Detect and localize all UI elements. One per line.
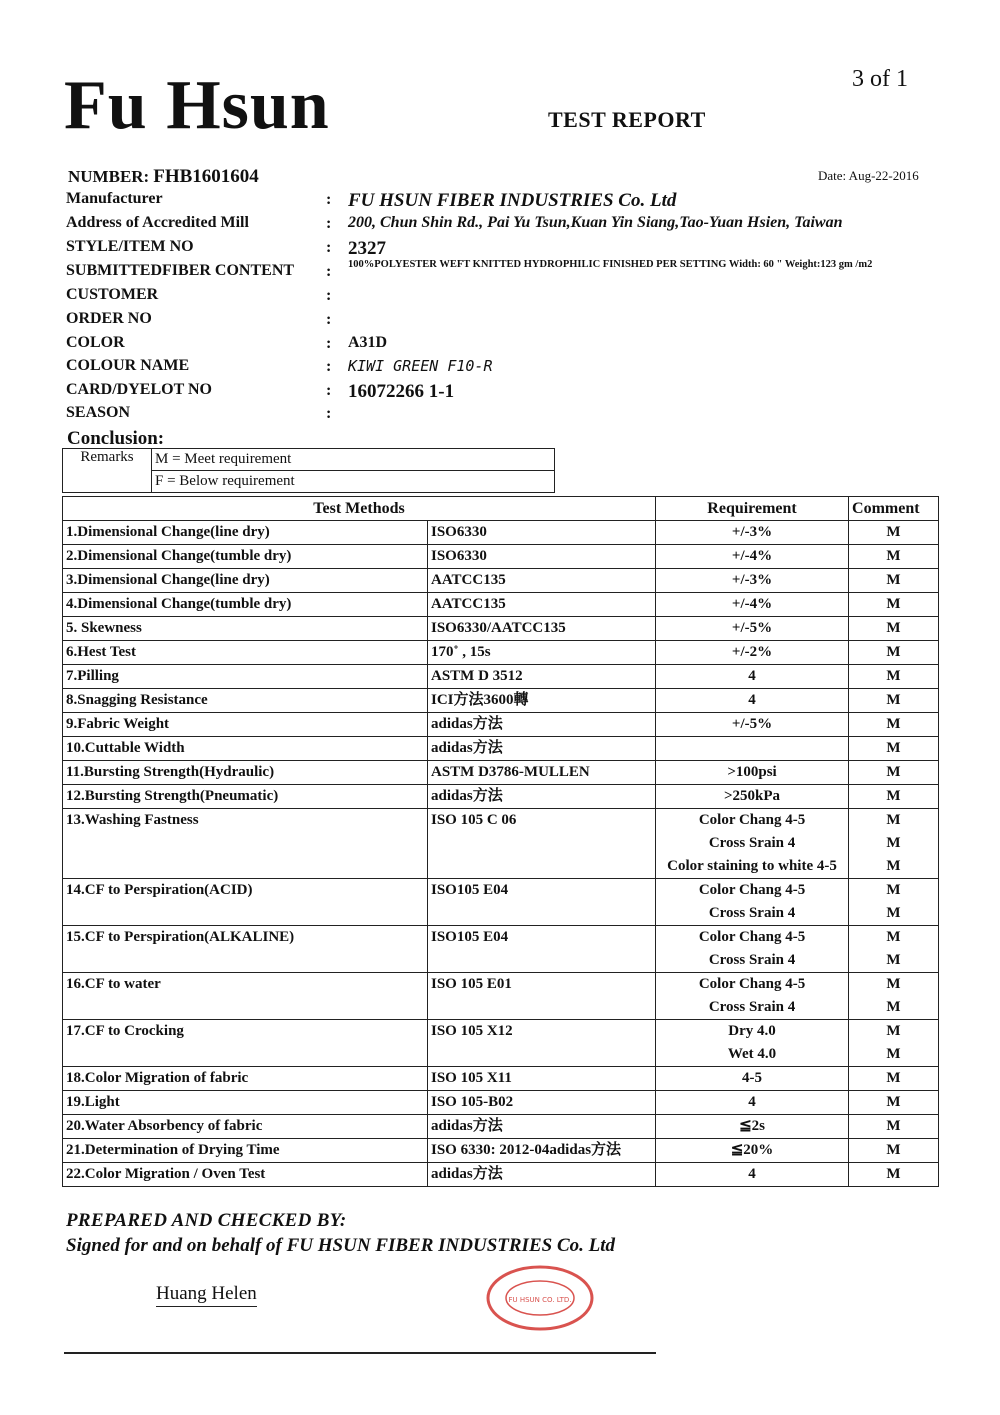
requirement-line: 4	[748, 668, 756, 684]
comment-line: M	[886, 1166, 901, 1182]
table-row	[63, 809, 939, 879]
info-label: COLOR	[66, 334, 125, 351]
test-standard-cell: adidas方法	[428, 785, 656, 809]
info-colon: :	[326, 191, 332, 208]
comment-line: M	[886, 692, 901, 708]
signed-on-behalf: Signed for and on behalf of FU HSUN FIBER INDUSTRIES Co. Ltd	[66, 1235, 615, 1256]
test-name-cell: 22.Color Migration / Oven Test	[63, 1163, 428, 1187]
requirement-line: Cross Srain 4	[708, 835, 796, 851]
test-name-cell: 3.Dimensional Change(line dry)	[63, 569, 428, 593]
requirement-cell	[656, 1115, 849, 1139]
comment-line: M	[886, 929, 901, 945]
test-standard-cell: ISO 105-B02	[428, 1091, 656, 1115]
requirement-line: +/-2%	[731, 644, 773, 660]
requirement-cell	[656, 761, 849, 785]
table-row	[63, 521, 939, 545]
remarks-table	[62, 448, 555, 493]
table-row	[63, 617, 939, 641]
remark-below: F = Below requirement	[152, 471, 555, 493]
remarks-label: Remarks	[63, 449, 152, 493]
info-label: Manufacturer	[66, 190, 163, 207]
page-indicator: 3 of 1	[852, 66, 908, 92]
test-name-cell: 11.Bursting Strength(Hydraulic)	[63, 761, 428, 785]
comment-line: M	[886, 1094, 901, 1110]
info-label: SUBMITTEDFIBER CONTENT	[66, 262, 295, 279]
comment-cell	[849, 593, 939, 617]
table-row	[63, 737, 939, 761]
remark-meet: M = Meet requirement	[152, 449, 555, 471]
requirement-line: +/-3%	[731, 524, 773, 540]
requirement-line: Dry 4.0	[728, 1023, 776, 1039]
info-colon: :	[326, 287, 332, 304]
test-standard-cell: AATCC135	[428, 593, 656, 617]
requirement-line: +/-5%	[731, 716, 773, 732]
comment-cell	[849, 713, 939, 737]
comment-line: M	[886, 716, 901, 732]
test-standard-cell: ISO6330	[428, 545, 656, 569]
test-standard-cell: ISO6330	[428, 521, 656, 545]
header-test-methods: Test Methods	[63, 497, 656, 521]
comment-cell	[849, 761, 939, 785]
report-number	[68, 166, 259, 188]
comment-line: M	[886, 620, 901, 636]
comment-cell	[849, 1067, 939, 1091]
info-colon: :	[326, 215, 332, 232]
table-row	[63, 569, 939, 593]
requirement-line: +/-4%	[731, 548, 773, 564]
comment-cell	[849, 617, 939, 641]
test-standard-cell: adidas方法	[428, 713, 656, 737]
requirement-cell	[656, 641, 849, 665]
table-row	[63, 879, 939, 926]
test-standard-cell: adidas方法	[428, 1163, 656, 1187]
requirement-cell	[656, 713, 849, 737]
company-logo: Fu Hsun	[64, 67, 330, 144]
requirement-line	[659, 737, 845, 760]
requirement-line: Color staining to white 4-5	[667, 858, 837, 874]
test-standard-cell: ISO 105 E01	[428, 973, 656, 1020]
test-name-cell: 19.Light	[63, 1091, 428, 1115]
table-row	[63, 545, 939, 569]
table-header-row	[63, 497, 939, 521]
footer-line	[64, 1352, 656, 1354]
report-number-value: FHB1601604	[153, 166, 259, 187]
test-standard-cell: ISO 6330: 2012-04adidas方法	[428, 1139, 656, 1163]
comment-cell	[849, 926, 939, 973]
test-standard-cell: ASTM D3786-MULLEN	[428, 761, 656, 785]
comment-line: M	[886, 999, 901, 1015]
signer-name: Huang Helen	[156, 1283, 257, 1307]
info-value: 2327	[348, 238, 386, 259]
info-value: 200, Chun Shin Rd., Pai Yu Tsun,Kuan Yin Siang,Tao-Yuan Hsien, Taiwan	[348, 214, 843, 231]
info-value: 100%POLYESTER WEFT KNITTED HYDROPHILIC FINISHED PER SETTING Width: 60 " Weight:123 gm /m2	[348, 259, 873, 270]
test-name-cell: 9.Fabric Weight	[63, 713, 428, 737]
requirement-cell	[656, 1020, 849, 1067]
table-row	[63, 689, 939, 713]
test-name-cell: 12.Bursting Strength(Pneumatic)	[63, 785, 428, 809]
requirement-cell	[656, 569, 849, 593]
comment-line: M	[886, 1023, 901, 1039]
table-row	[63, 785, 939, 809]
requirement-cell	[656, 879, 849, 926]
comment-line: M	[886, 858, 901, 874]
info-label: CUSTOMER	[66, 286, 159, 303]
table-row	[63, 1067, 939, 1091]
header-comment: Comment	[849, 497, 939, 521]
info-value: A31D	[348, 334, 388, 351]
comment-cell	[849, 641, 939, 665]
requirement-line: 4-5	[742, 1070, 763, 1086]
comment-line: M	[886, 596, 901, 612]
comment-line: M	[886, 1046, 901, 1062]
test-name-cell: 13.Washing Fastness	[63, 809, 428, 879]
test-name-cell: 1.Dimensional Change(line dry)	[63, 521, 428, 545]
requirement-cell	[656, 593, 849, 617]
requirement-cell	[656, 665, 849, 689]
test-name-cell: 20.Water Absorbency of fabric	[63, 1115, 428, 1139]
test-name-cell: 14.CF to Perspiration(ACID)	[63, 879, 428, 926]
comment-line: M	[886, 668, 901, 684]
table-row	[63, 1115, 939, 1139]
test-name-cell: 6.Hest Test	[63, 641, 428, 665]
info-colon: :	[326, 382, 332, 399]
requirement-cell	[656, 689, 849, 713]
test-name-cell: 15.CF to Perspiration(ALKALINE)	[63, 926, 428, 973]
test-standard-cell: ASTM D 3512	[428, 665, 656, 689]
test-name-cell: 16.CF to water	[63, 973, 428, 1020]
requirement-line: Cross Srain 4	[708, 905, 796, 921]
requirement-cell	[656, 1139, 849, 1163]
report-number-label: NUMBER:	[68, 167, 150, 186]
test-name-cell: 21.Determination of Drying Time	[63, 1139, 428, 1163]
test-name-cell: 18.Color Migration of fabric	[63, 1067, 428, 1091]
test-results-table	[62, 496, 939, 1187]
comment-cell	[849, 973, 939, 1020]
requirement-line: >250kPa	[723, 788, 781, 804]
comment-cell	[849, 521, 939, 545]
requirement-cell	[656, 617, 849, 641]
requirement-line: Wet 4.0	[727, 1046, 777, 1062]
test-name-cell: 10.Cuttable Width	[63, 737, 428, 761]
comment-cell	[849, 545, 939, 569]
prepared-by-heading: PREPARED AND CHECKED BY:	[66, 1210, 347, 1231]
info-colon: :	[326, 335, 332, 352]
requirement-line: Cross Srain 4	[708, 952, 796, 968]
test-standard-cell: adidas方法	[428, 737, 656, 761]
info-value: 16072266 1-1	[348, 381, 455, 402]
info-value: KIWI GREEN F10-R	[348, 357, 493, 375]
comment-cell	[849, 785, 939, 809]
info-colon: :	[326, 358, 332, 375]
comment-cell	[849, 737, 939, 761]
requirement-cell	[656, 1067, 849, 1091]
test-name-cell: 17.CF to Crocking	[63, 1020, 428, 1067]
comment-cell	[849, 1163, 939, 1187]
requirement-line: Color Chang 4-5	[698, 812, 806, 828]
comment-line: M	[886, 548, 901, 564]
company-seal	[480, 1258, 600, 1338]
requirement-line: ≦2s	[739, 1118, 765, 1134]
conclusion-title: Conclusion:	[67, 428, 165, 449]
test-name-cell: 7.Pilling	[63, 665, 428, 689]
comment-line: M	[886, 976, 901, 992]
test-standard-cell: ISO105 E04	[428, 879, 656, 926]
table-row	[63, 761, 939, 785]
table-row	[63, 665, 939, 689]
comment-line: M	[886, 812, 901, 828]
requirement-line: +/-3%	[731, 572, 773, 588]
comment-line: M	[886, 644, 901, 660]
requirement-line: >100psi	[727, 764, 777, 780]
table-row	[63, 1020, 939, 1067]
test-standard-cell: AATCC135	[428, 569, 656, 593]
table-row	[63, 713, 939, 737]
comment-line: M	[886, 1142, 901, 1158]
info-label: Address of Accredited Mill	[66, 214, 249, 231]
test-standard-cell: adidas方法	[428, 1115, 656, 1139]
comment-line: M	[886, 572, 901, 588]
comment-line: M	[886, 788, 901, 804]
comment-cell	[849, 1020, 939, 1067]
test-name-cell: 8.Snagging Resistance	[63, 689, 428, 713]
info-colon: :	[326, 263, 332, 280]
requirement-line: Cross Srain 4	[708, 999, 796, 1015]
requirement-line: Color Chang 4-5	[698, 976, 806, 992]
requirement-line: 4	[748, 692, 756, 708]
requirement-cell	[656, 926, 849, 973]
info-label: STYLE/ITEM NO	[66, 238, 194, 255]
requirement-line: +/-4%	[731, 596, 773, 612]
info-value: FU HSUN FIBER INDUSTRIES Co. Ltd	[348, 190, 677, 211]
comment-line: M	[886, 1118, 901, 1134]
comment-cell	[849, 809, 939, 879]
requirement-cell	[656, 809, 849, 879]
table-row	[63, 926, 939, 973]
comment-line: M	[886, 835, 901, 851]
comment-line: M	[886, 764, 901, 780]
info-label: CARD/DYELOT NO	[66, 381, 212, 398]
document-title: TEST REPORT	[548, 107, 706, 132]
comment-line: M	[886, 1070, 901, 1086]
test-standard-cell: ISO6330/AATCC135	[428, 617, 656, 641]
requirement-cell	[656, 737, 849, 761]
comment-cell	[849, 1091, 939, 1115]
test-standard-cell: ISO 105 X11	[428, 1067, 656, 1091]
info-colon: :	[326, 405, 332, 422]
table-row	[63, 1139, 939, 1163]
table-row	[63, 973, 939, 1020]
table-row	[63, 1091, 939, 1115]
info-label: ORDER NO	[66, 310, 152, 327]
comment-line: M	[886, 952, 901, 968]
table-row	[63, 593, 939, 617]
comment-cell	[849, 689, 939, 713]
comment-line: M	[886, 740, 901, 756]
comment-line: M	[886, 905, 901, 921]
requirement-line: +/-5%	[731, 620, 773, 636]
requirement-line: Color Chang 4-5	[698, 882, 806, 898]
requirement-line: ≦20%	[730, 1142, 774, 1158]
report-date: Date: Aug-22-2016	[818, 168, 919, 183]
requirement-cell	[656, 973, 849, 1020]
info-colon: :	[326, 311, 332, 328]
comment-cell	[849, 1139, 939, 1163]
requirement-cell	[656, 1163, 849, 1187]
requirement-cell	[656, 521, 849, 545]
table-row	[63, 1163, 939, 1187]
test-name-cell: 2.Dimensional Change(tumble dry)	[63, 545, 428, 569]
info-label: SEASON	[66, 404, 131, 421]
requirement-cell	[656, 1091, 849, 1115]
requirement-line: Color Chang 4-5	[698, 929, 806, 945]
test-standard-cell: ISO105 E04	[428, 926, 656, 973]
comment-line: M	[886, 882, 901, 898]
requirement-cell	[656, 785, 849, 809]
comment-cell	[849, 879, 939, 926]
comment-line: M	[886, 524, 901, 540]
info-label: COLOUR NAME	[66, 357, 190, 374]
requirement-line: 4	[748, 1166, 756, 1182]
test-name-cell: 4.Dimensional Change(tumble dry)	[63, 593, 428, 617]
header-requirement: Requirement	[656, 497, 849, 521]
comment-cell	[849, 569, 939, 593]
info-colon: :	[326, 239, 332, 256]
comment-cell	[849, 1115, 939, 1139]
test-standard-cell: 170˚ , 15s	[428, 641, 656, 665]
seal-text: FU HSUN CO. LTD.	[508, 1296, 572, 1304]
test-name-cell: 5. Skewness	[63, 617, 428, 641]
test-standard-cell: ICI方法3600轉	[428, 689, 656, 713]
test-standard-cell: ISO 105 X12	[428, 1020, 656, 1067]
requirement-line: 4	[748, 1094, 756, 1110]
comment-cell	[849, 665, 939, 689]
requirement-cell	[656, 545, 849, 569]
table-row	[63, 641, 939, 665]
test-standard-cell: ISO 105 C 06	[428, 809, 656, 879]
